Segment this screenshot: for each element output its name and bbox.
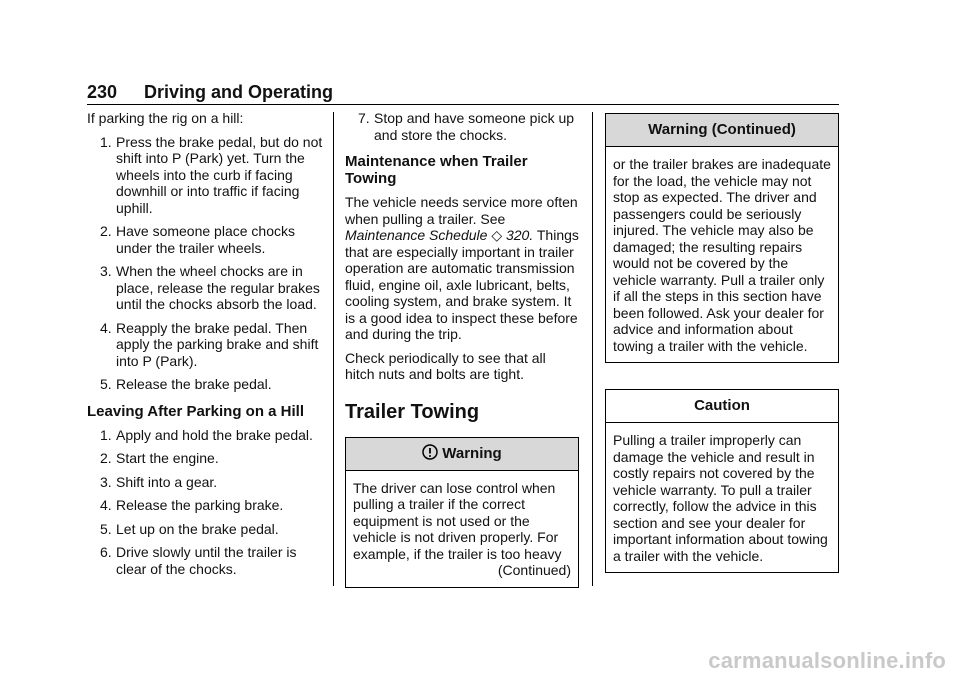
column-divider: [592, 112, 593, 586]
list-item: 1. Press the brake pedal, but do not shift into P (Park) yet. Turn the wheels into the curb if facing downhill or into traffic if facing uphill.: [100, 133, 323, 216]
column-right: [605, 113, 839, 573]
warning-continued-box: [605, 113, 839, 363]
column-middle: [345, 110, 579, 588]
maintenance-heading: Maintenance when Trailer Towing: [345, 153, 528, 187]
parking-steps-list: [87, 134, 327, 393]
column-divider: [333, 112, 334, 586]
warning-box: [345, 437, 579, 588]
page-number: 230: [87, 82, 118, 102]
list-item: 7. Stop and have someone pick up and store the chocks.: [358, 110, 575, 143]
caution-text: Pulling a trailer improperly can damage the vehicle and result in costly repairs not covered by the vehicle warranty. To pull a trailer correctly, follow the advice in this section and see your dealer for important information about towing a trailer with the vehicle.: [613, 432, 828, 564]
list-item: 3. Shift into a gear.: [100, 473, 218, 490]
warning-box-body: [346, 471, 578, 587]
list-item: 2. Have someone place chocks under the trailer wheels.: [100, 223, 295, 256]
warning-box-header: [346, 438, 578, 471]
warning-title: Warning: [442, 444, 502, 462]
maintenance-paragraph: The vehicle needs service more often when pulling a trailer. See Maintenance Schedule ◇ 320. Things that are especially important in trailer operation are automatic transmission fluid, engine oil, axle lubricant, belts, cooling system, and brake system. It is a good idea to inspect these before and during the trip.: [345, 194, 579, 342]
continued-label: (Continued): [497, 562, 571, 578]
warning-icon: [422, 440, 438, 472]
list-item: 3. When the wheel chocks are in place, release the regular brakes until the chocks absorb the load.: [100, 263, 320, 312]
warning-continued-header: Warning (Continued): [606, 114, 838, 147]
watermark: carmanualsonline.info: [708, 648, 946, 673]
maintenance-schedule-link[interactable]: Maintenance Schedule: [345, 227, 488, 243]
maintenance-paragraph-2: Check periodically to see that all hitch nuts and bolts are tight.: [345, 349, 546, 382]
page-header: [87, 82, 839, 105]
leaving-heading: Leaving After Parking on a Hill: [87, 402, 304, 420]
list-item: 5. Let up on the brake pedal.: [100, 520, 279, 537]
section-title: Driving and Operating: [144, 82, 334, 102]
list-item: 5. Release the brake pedal.: [100, 376, 272, 392]
list-item: 4. Release the parking brake.: [100, 497, 284, 513]
warning-continued-text: or the trailer brakes are inadequate for the load, the vehicle may not stop as expected. The driver and passengers could be seriously injured. The vehicle may also be damaged; the resulting repairs would not be covered by the vehicle warranty. Pull a trailer only if all the steps in this section have been followed. Ask your dealer for advice and information about towing a trailer with the vehicle.: [613, 156, 831, 354]
list-item: 4. Reapply the brake pedal. Then apply the parking brake and shift into P (Park).: [100, 319, 319, 369]
caution-header: Caution: [606, 390, 838, 423]
leaving-steps-list: [87, 427, 327, 578]
list-item: 1. Apply and hold the brake pedal.: [100, 426, 313, 443]
trailer-towing-heading: Trailer Towing: [345, 400, 480, 423]
list-item: 2. Start the engine.: [100, 450, 219, 466]
caution-box: [605, 389, 839, 573]
page-reference[interactable]: ◇ 320.: [491, 227, 534, 243]
parking-steps-continued: [345, 110, 579, 143]
intro-text: If parking the rig on a hill:: [87, 110, 244, 126]
list-item: 6. Drive slowly until the trailer is clear of the chocks.: [100, 544, 297, 577]
column-left: [87, 110, 327, 584]
warning-text: The driver can lose control when pulling a trailer if the correct equipment is not used or the vehicle is not driven properly. For example, if the trailer is too heavy: [353, 479, 562, 562]
